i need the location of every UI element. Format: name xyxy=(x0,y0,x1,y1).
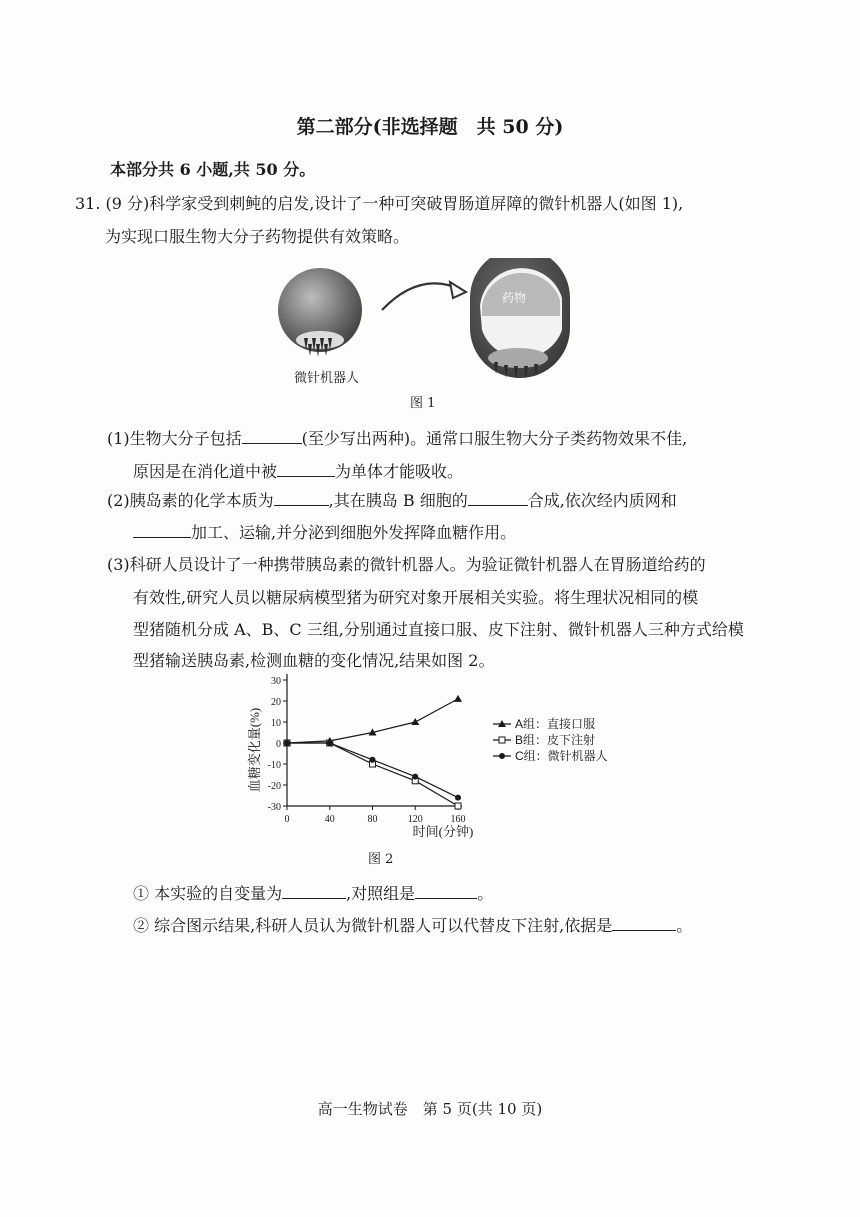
legend-marker xyxy=(499,753,505,759)
x-tick-label: 0 xyxy=(284,814,290,825)
subquestion-3-line4: 型猪输送胰岛素,检测血糖的变化情况,结果如图 2。 xyxy=(133,651,495,670)
text-span: ,对照组是 xyxy=(346,884,416,903)
answer-blank[interactable] xyxy=(274,491,329,506)
answer-blank[interactable] xyxy=(415,884,477,899)
subquestion-3-line1: (3)科研人员设计了一种携带胰岛素的微针机器人。为验证微针机器人在胃肠道给药的 xyxy=(107,555,706,574)
text-span: (2)胰岛素的化学本质为 xyxy=(107,491,274,510)
microneedle-robot-label: 微针机器人 xyxy=(294,370,360,385)
answer-blank[interactable] xyxy=(242,429,302,444)
answer-blank[interactable] xyxy=(612,916,676,931)
series-line-2 xyxy=(287,743,458,798)
text-span: 为单体才能吸收。 xyxy=(335,462,464,481)
subquestion-1-line1 xyxy=(107,429,687,449)
answer-blank[interactable] xyxy=(468,491,528,506)
x-tick-label: 80 xyxy=(367,814,378,825)
text-span: 加工、运输,并分泌到细胞外发挥降血糖作用。 xyxy=(191,523,517,542)
x-tick-label: 40 xyxy=(324,814,335,825)
text-span: 。 xyxy=(477,884,494,903)
data-point xyxy=(412,774,418,780)
legend-marker xyxy=(499,737,505,743)
subquestion-3-part-ii xyxy=(133,916,692,936)
answer-blank[interactable] xyxy=(277,462,335,477)
data-point xyxy=(284,740,290,746)
y-tick-label: 30 xyxy=(271,676,281,687)
x-tick-label: 160 xyxy=(450,814,466,825)
series-line-1 xyxy=(287,743,458,806)
robot-sphere-icon xyxy=(278,268,362,357)
legend-label: C组：微针机器人 xyxy=(515,749,608,763)
subquestion-3-line3: 型猪随机分成 A、B、C 三组,分别通过直接口服、皮下注射、微针机器人三种方式给模 xyxy=(133,620,744,639)
data-point xyxy=(370,757,376,763)
figure-1-caption: 图 1 xyxy=(410,396,436,411)
text-span: 原因是在消化道中被 xyxy=(133,462,278,481)
page-footer: 高一生物试卷 第 5 页(共 10 页) xyxy=(317,1100,543,1118)
robot-cross-section-icon xyxy=(470,258,570,379)
text-span: ② 综合图示结果,科研人员认为微针机器人可以代替皮下注射,依据是 xyxy=(133,916,613,935)
text-span: (1)生物大分子包括 xyxy=(107,429,242,448)
figure-2-blood-glucose-chart xyxy=(235,670,655,845)
figure-1-microneedle-robot xyxy=(270,258,590,393)
subquestion-3-part-i xyxy=(133,884,493,904)
part-title: 第二部分(非选择题 共 50 分) xyxy=(296,116,564,138)
y-tick-label: -20 xyxy=(267,781,281,792)
text-span: 合成,依次经内质网和 xyxy=(527,491,677,510)
text-span: 。 xyxy=(676,916,693,935)
question-31-stem-line1: 31. (9 分)科学家受到刺鲀的启发,设计了一种可突破胃肠道屏障的微针机器人(如图 1), xyxy=(75,194,684,213)
answer-blank[interactable] xyxy=(282,884,346,899)
x-axis-label: 时间(分钟) xyxy=(412,824,474,839)
arrow-head-icon xyxy=(450,282,466,298)
legend-label: B组：皮下注射 xyxy=(515,733,596,747)
y-tick-label: 0 xyxy=(276,739,281,750)
data-point xyxy=(411,718,419,725)
y-tick-label: -30 xyxy=(267,802,281,813)
answer-blank[interactable] xyxy=(133,523,191,538)
subquestion-2-line2 xyxy=(133,523,516,543)
text-span: ① 本实验的自变量为 xyxy=(133,884,283,903)
question-31-stem-line2: 为实现口服生物大分子药物提供有效策略。 xyxy=(105,227,410,246)
part-intro: 本部分共 6 小题,共 50 分。 xyxy=(110,160,316,179)
subquestion-2-line1 xyxy=(107,491,677,511)
y-tick-label: -10 xyxy=(267,760,281,771)
data-point xyxy=(455,795,461,801)
text-span: (至少写出两种)。通常口服生物大分子类药物效果不佳, xyxy=(301,429,688,448)
x-tick-label: 120 xyxy=(407,814,423,825)
subquestion-1-line2 xyxy=(133,462,463,482)
text-span: ,其在胰岛 B 细胞的 xyxy=(328,491,468,510)
drug-label: 药物 xyxy=(502,291,527,305)
subquestion-3-line2: 有效性,研究人员以糖尿病模型猪为研究对象开展相关实验。将生理状况相同的模 xyxy=(133,588,699,607)
data-point xyxy=(327,740,333,746)
data-point xyxy=(454,695,462,702)
y-tick-label: 20 xyxy=(271,697,281,708)
y-axis-label: 血糖变化量(%) xyxy=(247,707,262,793)
figure-2-caption: 图 2 xyxy=(368,852,394,867)
series-line-0 xyxy=(287,699,458,743)
legend-label: A组：直接口服 xyxy=(515,717,596,731)
data-point xyxy=(455,803,461,809)
y-tick-label: 10 xyxy=(271,718,281,729)
